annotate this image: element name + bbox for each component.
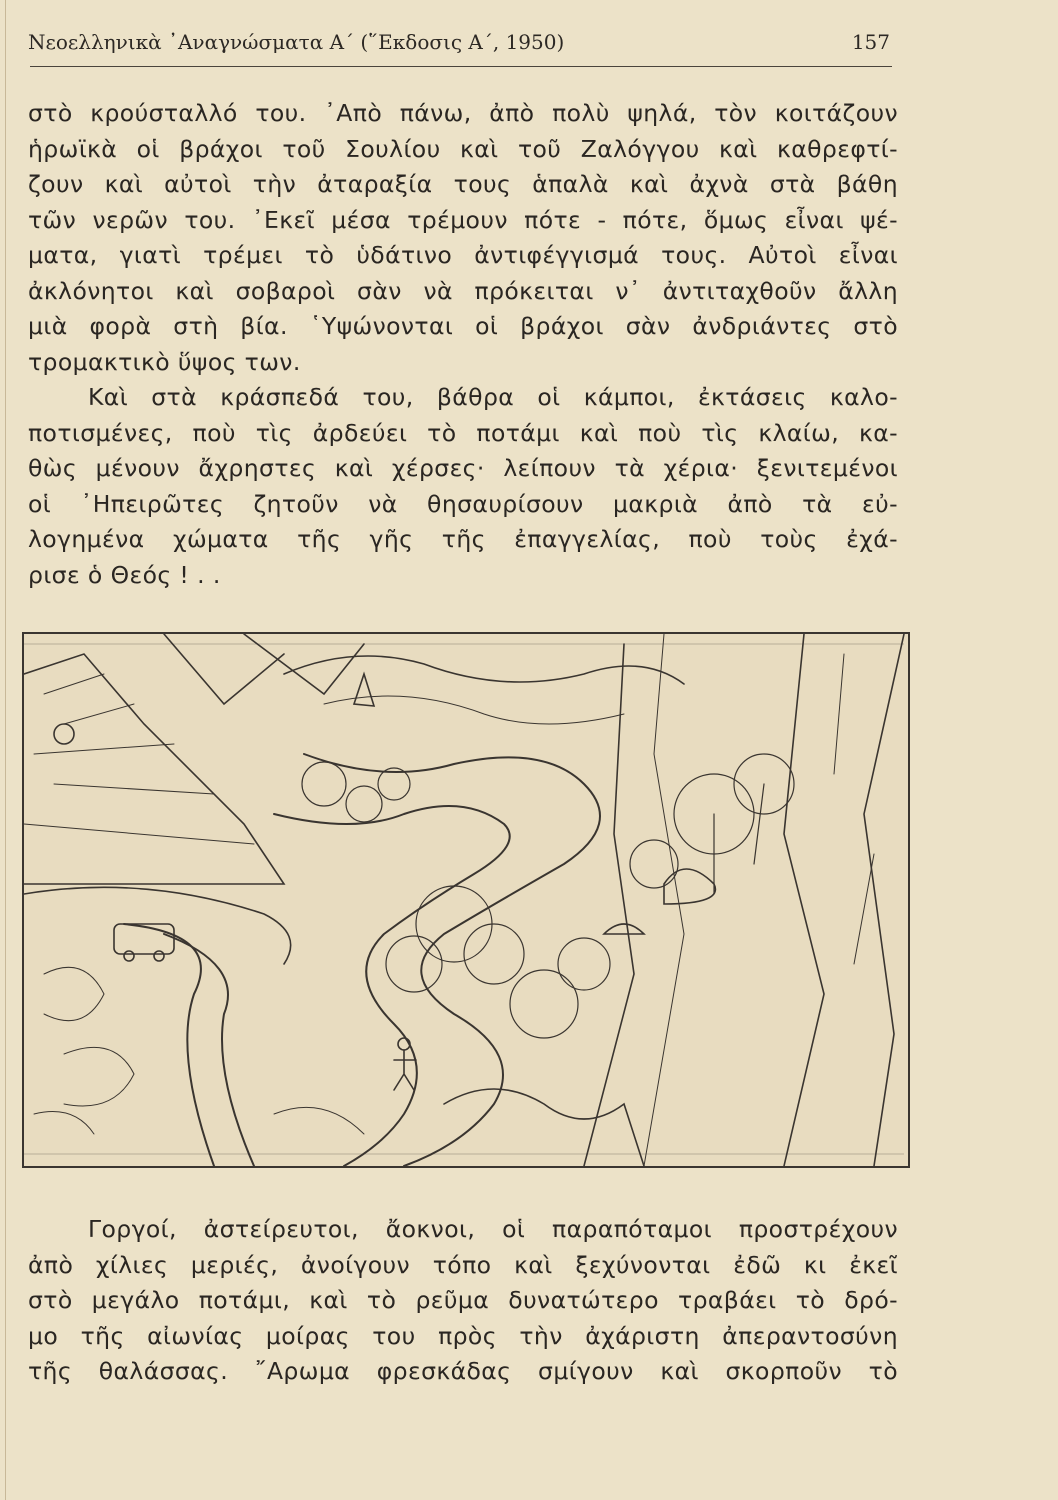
text-line: μιὰ φορὰ στὴ βία. ῾Υψώνονται οἱ βράχοι σὰν ἀνδριάντες στὸ — [28, 312, 898, 340]
page-edge — [5, 0, 6, 1500]
body-text-top — [28, 96, 898, 593]
landscape-illustration — [22, 632, 910, 1168]
text-line: στὸ μεγάλο ποτάμι, καὶ τὸ ρεῦμα δυνατώτερο τραβάει τὸ δρό- — [28, 1286, 898, 1314]
river-valley-drawing — [24, 634, 908, 1166]
text-line: τῆς θαλάσσας. ῎Αρωμα φρεσκάδας σμίγουν καὶ σκορποῦν τὸ — [28, 1357, 898, 1385]
text-line: ρισε ὁ Θεός ! . . — [28, 560, 221, 589]
text-line: Γοργοί, ἀστείρευτοι, ἄοκνοι, οἱ παραπόταμοι προστρέχουν — [88, 1215, 898, 1243]
text-line: οἱ ᾽Ηπειρῶτες ζητοῦν νὰ θησαυρίσουν μακριὰ ἀπὸ τὰ εὐ- — [28, 489, 898, 518]
text-line: ματα, γιατὶ τρέμει τὸ ὑδάτινο ἀντιφέγγισμά τους. Αὐτοὶ εἶναι — [28, 241, 898, 269]
body-text-bottom — [28, 1212, 898, 1390]
text-line: θὼς μένουν ἄχρηστες καὶ χέρσες· λείπουν τὰ χέρια· ξενιτεμένοι — [28, 454, 898, 482]
text-line: ἀκλόνητοι καὶ σοβαροὶ σὰν νὰ πρόκειται ν᾽ ἀντιταχθοῦν ἄλλη — [28, 276, 898, 305]
text-line: τρομακτικὸ ὕψος των. — [28, 347, 301, 376]
text-line: Καὶ στὰ κράσπεδά του, βάθρα οἱ κάμποι, ἐκτάσεις καλο- — [88, 383, 898, 411]
header-rule — [30, 66, 892, 67]
text-line: τῶν νερῶν του. ᾽Εκεῖ μέσα τρέμουν πότε - πότε, ὅμως εἶναι ψέ- — [28, 205, 898, 234]
text-line: μο τῆς αἰωνίας μοίρας του πρὸς τὴν ἀχάριστη ἀπεραντοσύνη — [28, 1321, 898, 1350]
text-line: λογημένα χώματα τῆς γῆς τῆς ἐπαγγελίας, ποὺ τοὺς ἐχά- — [28, 525, 898, 553]
text-line: ἀπὸ χίλιες μεριές, ἀνοίγουν τόπο καὶ ξεχύνονται ἐδῶ κι ἐκεῖ — [28, 1250, 898, 1279]
text-line: ποτισμένες, ποὺ τὶς ἀρδεύει τὸ ποτάμι καὶ ποὺ τὶς κλαίω, κα- — [28, 418, 898, 447]
text-line: ζουν καὶ αὐτοὶ τὴν ἀταραξία τους ἁπαλὰ καὶ ἀχνὰ στὰ βάθη — [28, 170, 898, 198]
text-line: ἡρωϊκὰ οἱ βράχοι τοῦ Σουλίου καὶ τοῦ Ζαλόγγου καὶ καθρεφτί- — [28, 134, 898, 163]
text-line: στὸ κρούσταλλό του. ᾽Απὸ πάνω, ἀπὸ πολὺ ψηλά, τὸν κοιτάζουν — [28, 99, 898, 127]
running-header — [28, 28, 890, 60]
header-title: Νεοελληνικὰ ᾽Αναγνώσματα Α΄ (῞Εκδοσις Α΄, 1950) — [28, 30, 565, 54]
page-number: 157 — [851, 30, 890, 54]
